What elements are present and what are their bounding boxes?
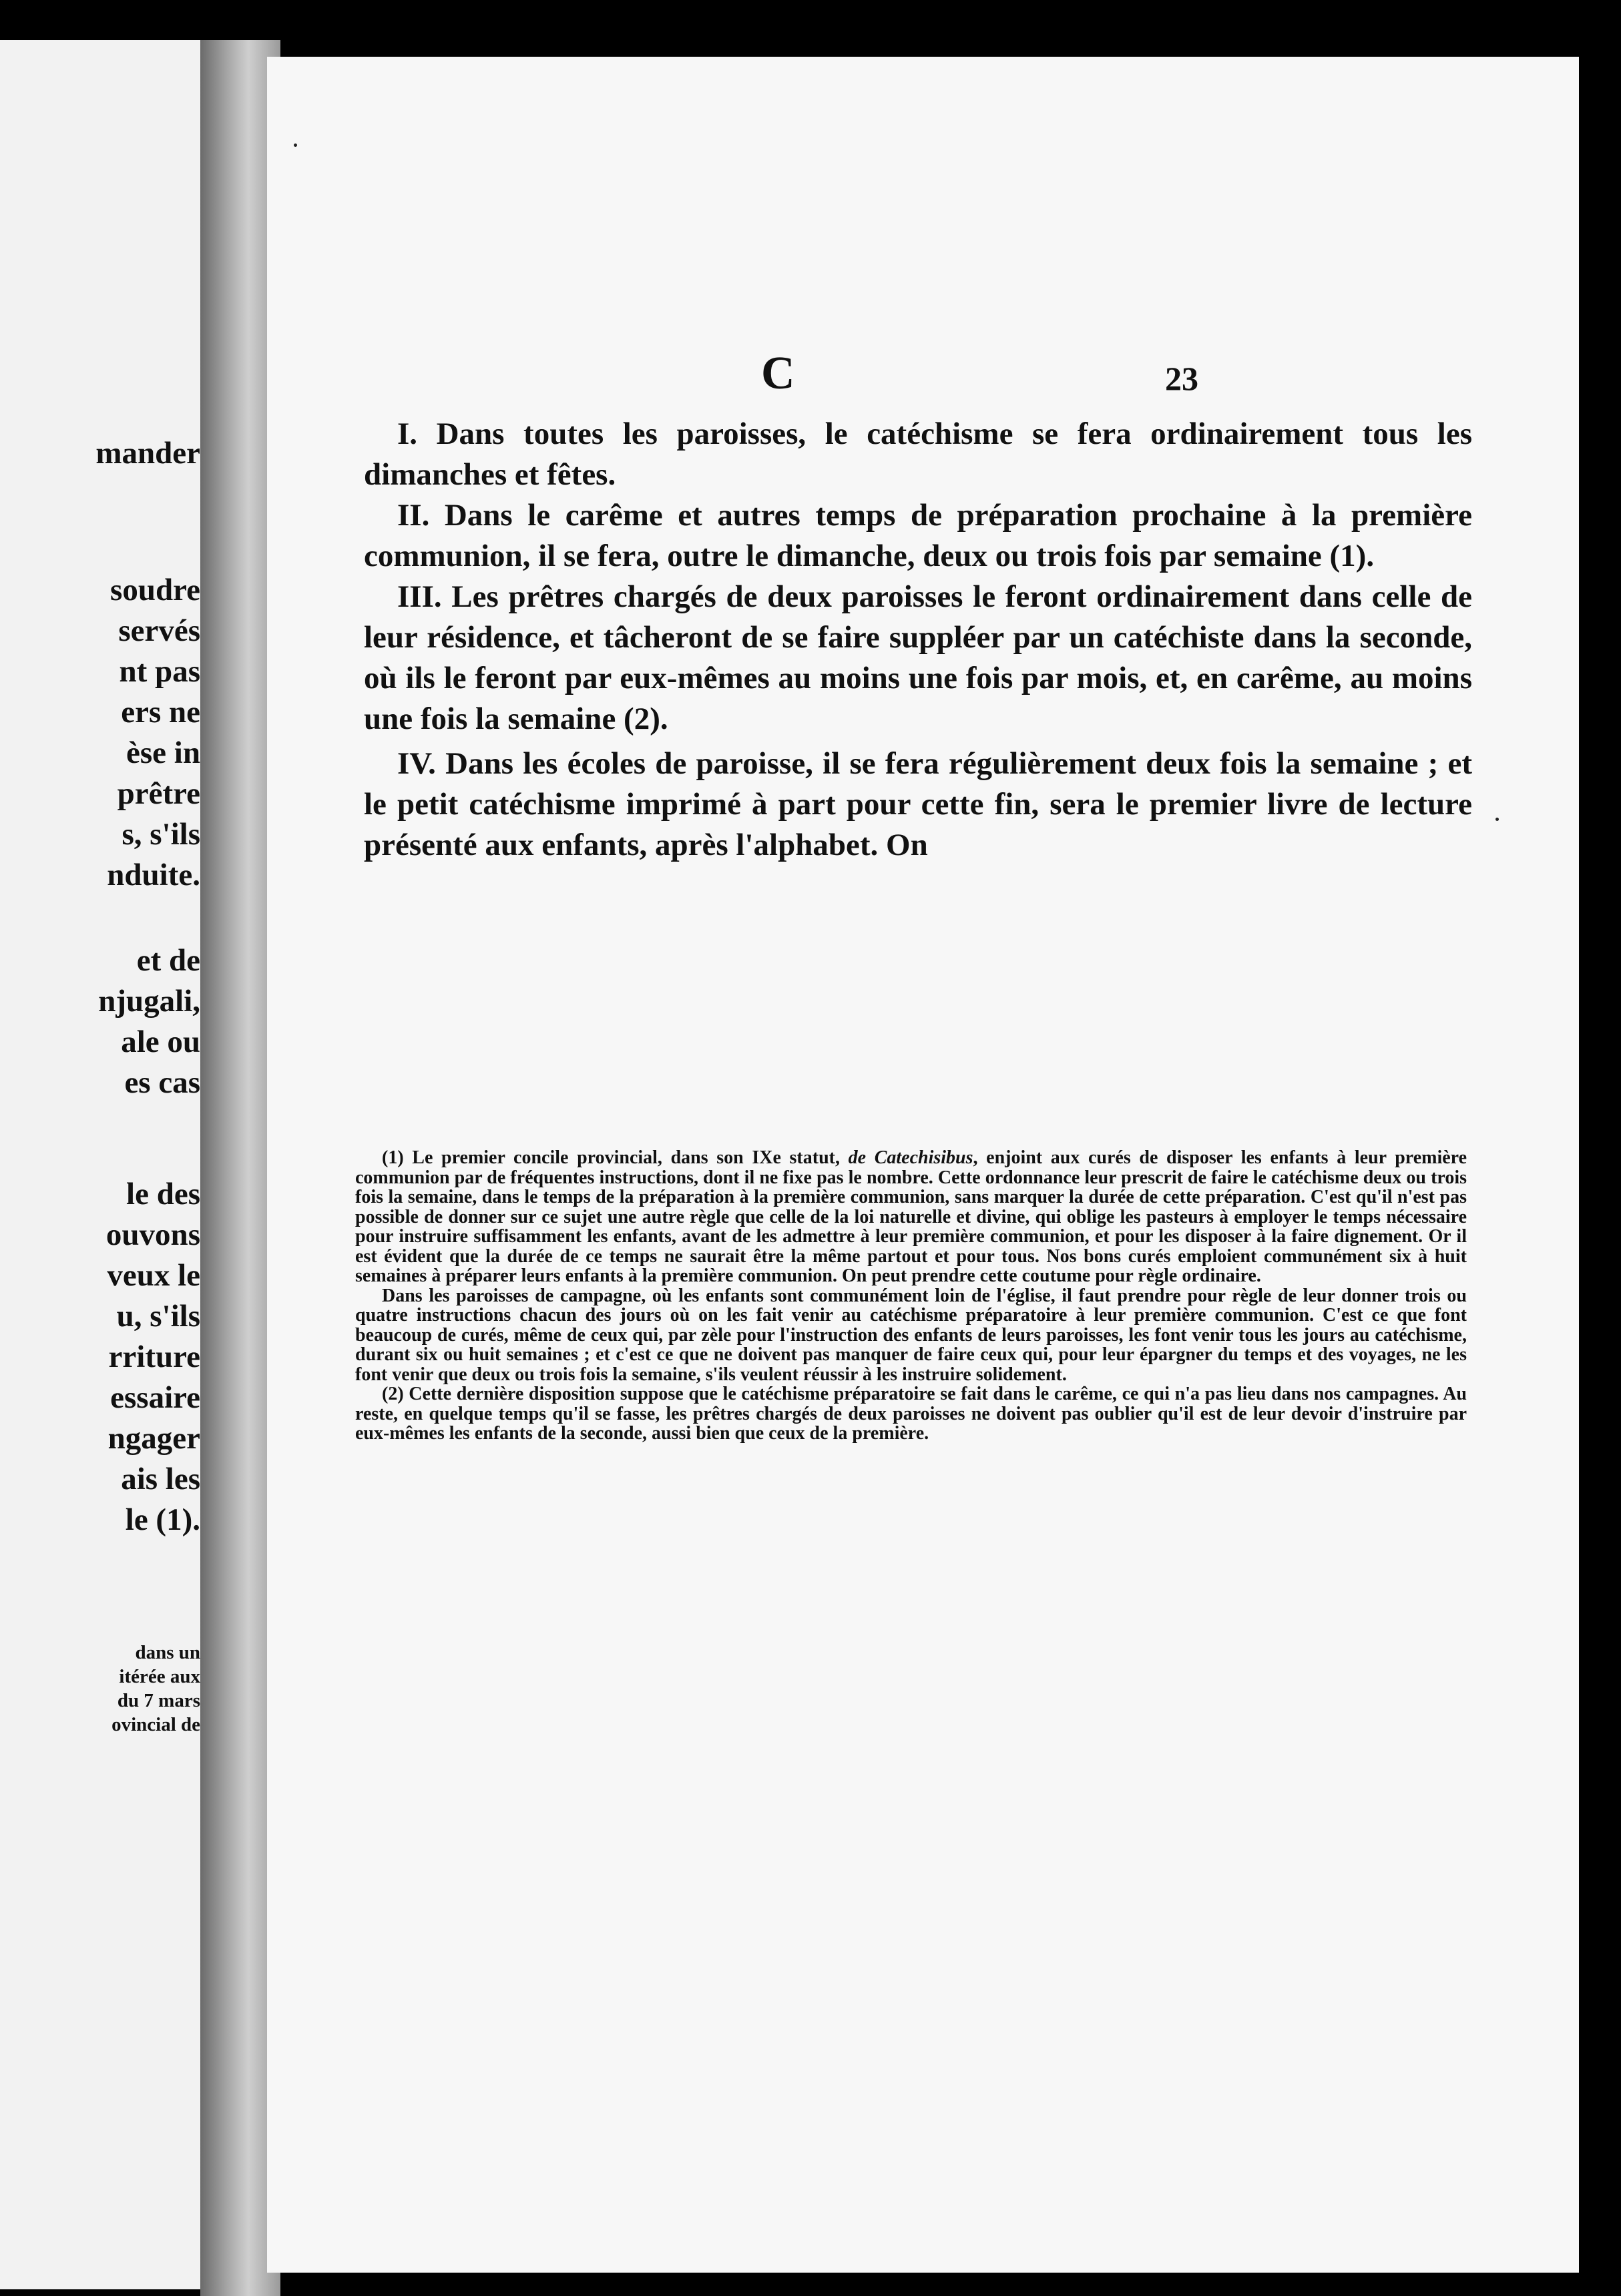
left-line: èse in	[126, 736, 200, 770]
left-line: prêtre	[117, 776, 200, 811]
header-letter: C	[761, 348, 795, 399]
paragraph: II. Dans le carême et autres temps de préparation prochaine à la première communion, il se fera, outre le dimanche, deux ou trois fois par semaine (1).	[364, 498, 1472, 573]
paragraph: III. Les prêtres chargés de deux paroisses le feront ordinairement dans celle de leur résidence, et tâcheront de se faire suppléer par un catéchiste dans la seconde, où ils le feront par eux-mêmes au moins une fois par mois, et, en carême, au moins une fois la semaine (2).	[364, 579, 1472, 736]
left-line: ais les	[121, 1462, 200, 1496]
left-line: njugali,	[98, 984, 200, 1019]
left-note-line: ovincial de	[111, 1714, 200, 1735]
right-page	[267, 57, 1579, 2273]
left-line: essaire	[110, 1380, 200, 1415]
left-line: ngager	[107, 1421, 200, 1456]
left-line: es cas	[124, 1065, 200, 1100]
footnote-1-start: (1) Le premier concile provincial, dans son IXe statut,	[382, 1147, 849, 1168]
body-text	[364, 414, 1472, 866]
left-note-line: itérée aux	[119, 1666, 200, 1687]
left-line: nt pas	[119, 654, 200, 689]
left-page	[0, 40, 207, 2289]
left-line: le (1).	[125, 1502, 200, 1537]
left-line: servés	[118, 613, 200, 648]
left-line: nduite.	[107, 858, 200, 892]
left-line: ale ou	[121, 1025, 200, 1059]
footnote-2: (2) Cette dernière disposition suppose que le catéchisme préparatoire se fait dans le carême, ce qui n'a pas lieu dans nos campagnes. Au reste, en quelque temps qu'il se fasse, les prêtres chargés de deux paroisses ne doivent pas oublier qu'il est de leur devoir d'instruire par eux-mêmes les enfants de la seconde, aussi bien que ceux de la première.	[355, 1384, 1467, 1444]
left-line: et de	[136, 943, 200, 978]
paragraph: IV. Dans les écoles de paroisse, il se fera régulièrement deux fois la semaine ; et le petit catéchisme imprimé à part pour cette fin, sera le premier livre de lecture présenté aux enfants, après l'alphabet. On	[364, 746, 1472, 862]
paragraph: I. Dans toutes les paroisses, le catéchisme se fera ordinairement tous les dimanches et fêtes.	[364, 416, 1472, 492]
footnote-1-rest: , enjoint aux curés de disposer les enfants à leur première communion par de fréquentes instructions, dont il ne fixe pas le nombre. Cette ordonnance leur prescrit de faire le catéchisme deux ou trois fois la semaine, dans le temps de la préparation à la première communion, sans marquer la durée de cette préparation. C'est qu'il n'est pas possible de donner sur ce sujet une autre règle que celle de la loi naturelle et divine, qui oblige les pasteurs à employer le temps nécessaire pour instruire suffisamment les enfants, avant de les admettre à leur première communion, et pour les disposer à la faire dignement. Or il est évident que la durée de ce temps ne saurait être la même partout et pour tous. Nos bons curés emploient communément six à huit semaines à préparer leurs enfants à la première communion. On peut prendre cette coutume pour règle ordinaire.	[355, 1147, 1467, 1286]
footnotes	[355, 1148, 1467, 1444]
left-note-line: du 7 mars	[117, 1690, 200, 1711]
left-line: mander	[95, 436, 200, 471]
left-line: u, s'ils	[116, 1299, 200, 1334]
left-line: le des	[126, 1177, 200, 1211]
left-line: soudre	[110, 573, 200, 607]
left-line: ouvons	[105, 1217, 200, 1252]
left-line: veux le	[107, 1258, 200, 1293]
left-line: rriture	[108, 1340, 200, 1374]
left-line: s, s'ils	[122, 817, 200, 852]
dust-speck	[294, 144, 297, 147]
page-number: 23	[1165, 360, 1198, 397]
left-line: ers ne	[121, 695, 200, 730]
left-note-line: dans un	[135, 1642, 200, 1663]
footnote-1-italic: de Catechisibus	[848, 1147, 973, 1168]
dust-speck	[1495, 818, 1499, 821]
footnote-1	[355, 1148, 1467, 1286]
footnote-1-continued: Dans les paroisses de campagne, où les enfants sont communément loin de l'église, il faut prendre pour règle de leur donner trois ou quatre instructions chacun des jours où on les fait venir au catéchisme préparatoire à leur première communion. C'est ce que font beaucoup de curés, même de ceux qui, par zèle pour l'instruction des enfants de leurs paroisses, les font venir tous les jours au catéchisme, durant six ou huit semaines ; et c'est ce que ne doivent pas manquer de faire ceux qui, pour leur épargner du temps et des voyages, ne les font venir que deux ou trois fois la semaine, s'ils veulent réussir à les instruire solidement.	[355, 1285, 1467, 1385]
